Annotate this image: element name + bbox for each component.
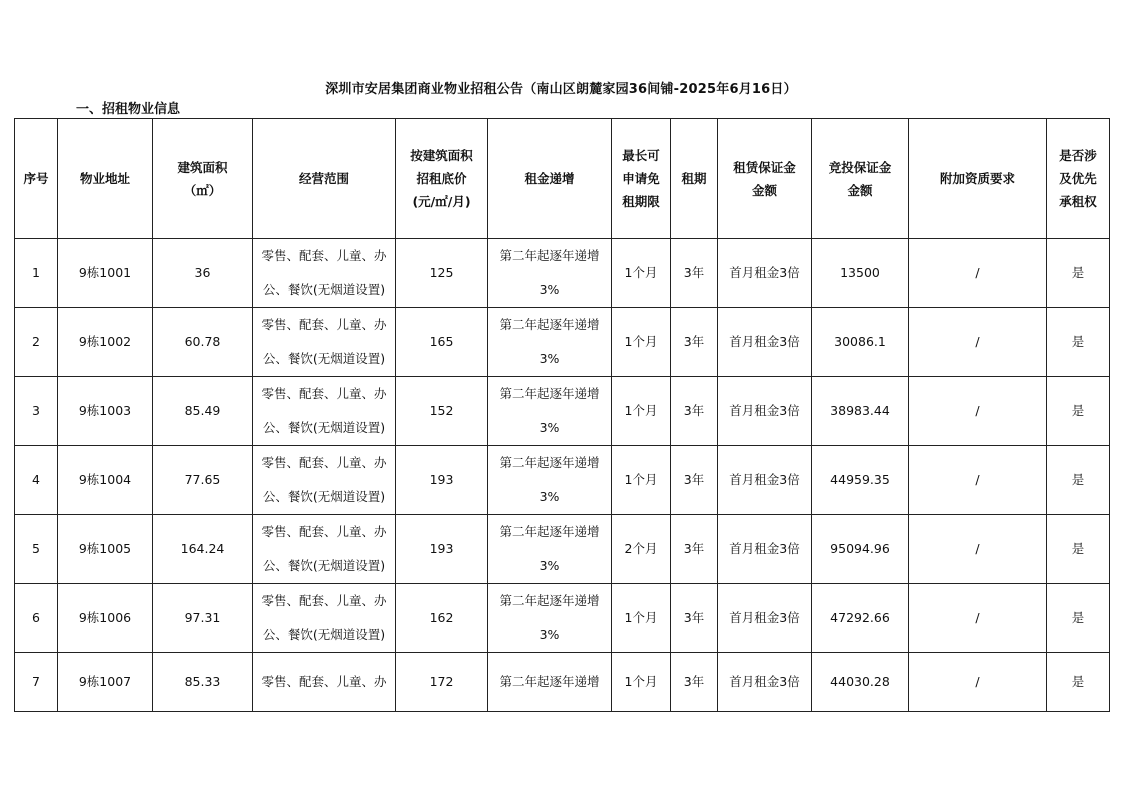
cell-increase bbox=[488, 584, 612, 653]
table-row bbox=[15, 377, 1110, 446]
cell-priority: 是 bbox=[1047, 377, 1110, 446]
cell-lease-deposit: 首月租金3倍 bbox=[718, 239, 812, 308]
table-body bbox=[15, 239, 1110, 712]
cell-free-period: 1个月 bbox=[612, 377, 671, 446]
cell-bid-deposit: 38983.44 bbox=[812, 377, 909, 446]
header-free-period bbox=[612, 119, 671, 239]
cell-scope bbox=[253, 515, 396, 584]
cell-term: 3年 bbox=[671, 239, 718, 308]
header-line: 金额 bbox=[751, 182, 777, 198]
header-line: 附加资质要求 bbox=[939, 171, 1015, 186]
cell-bid-deposit: 95094.96 bbox=[812, 515, 909, 584]
cell-increase-line: 3% bbox=[539, 282, 560, 297]
cell-area: 164.24 bbox=[153, 515, 253, 584]
cell-qualification: / bbox=[909, 377, 1047, 446]
cell-increase bbox=[488, 515, 612, 584]
header-line: 租期限 bbox=[622, 194, 660, 209]
cell-lease-deposit: 首月租金3倍 bbox=[718, 653, 812, 712]
cell-address: 9栋1001 bbox=[58, 239, 153, 308]
table-header-row bbox=[15, 119, 1110, 239]
cell-term: 3年 bbox=[671, 584, 718, 653]
cell-free-period: 1个月 bbox=[612, 584, 671, 653]
cell-scope-line: 公、餐饮(无烟道设置) bbox=[262, 558, 386, 573]
cell-increase bbox=[488, 446, 612, 515]
cell-bid-deposit: 13500 bbox=[812, 239, 909, 308]
cell-term: 3年 bbox=[671, 653, 718, 712]
cell-address: 9栋1006 bbox=[58, 584, 153, 653]
cell-increase-line: 3% bbox=[539, 420, 560, 435]
cell-address: 9栋1005 bbox=[58, 515, 153, 584]
cell-area: 97.31 bbox=[153, 584, 253, 653]
table-row bbox=[15, 446, 1110, 515]
header-line: 竞投保证金 bbox=[828, 159, 892, 175]
cell-free-period: 1个月 bbox=[612, 446, 671, 515]
cell-qualification: / bbox=[909, 446, 1047, 515]
header-line: 物业地址 bbox=[79, 171, 130, 186]
header-scope bbox=[253, 119, 396, 239]
cell-scope-line: 零售、配套、儿童、办 bbox=[261, 524, 387, 539]
cell-increase bbox=[488, 239, 612, 308]
cell-scope-line: 零售、配套、儿童、办 bbox=[261, 317, 387, 332]
cell-no: 3 bbox=[15, 377, 58, 446]
cell-no: 1 bbox=[15, 239, 58, 308]
cell-increase-line: 第二年起逐年递增 bbox=[499, 386, 600, 401]
cell-address: 9栋1003 bbox=[58, 377, 153, 446]
header-line: 经营范围 bbox=[298, 171, 349, 186]
cell-base-price: 165 bbox=[396, 308, 488, 377]
cell-increase-line: 第二年起逐年递增 bbox=[499, 524, 600, 539]
cell-scope-line: 公、餐饮(无烟道设置) bbox=[262, 420, 386, 435]
header-line: 承租权 bbox=[1059, 194, 1097, 209]
cell-free-period: 1个月 bbox=[612, 308, 671, 377]
cell-lease-deposit: 首月租金3倍 bbox=[718, 308, 812, 377]
cell-scope-line: 零售、配套、儿童、办 bbox=[261, 386, 387, 401]
cell-qualification: / bbox=[909, 653, 1047, 712]
cell-scope-line: 零售、配套、儿童、办 bbox=[261, 593, 387, 608]
cell-scope-line: 零售、配套、儿童、办 bbox=[261, 248, 387, 263]
cell-increase bbox=[488, 653, 612, 712]
cell-increase-line: 第二年起逐年递增 bbox=[499, 455, 600, 470]
cell-no: 7 bbox=[15, 653, 58, 712]
header-qualification bbox=[909, 119, 1047, 239]
property-listing-table bbox=[14, 118, 1110, 712]
header-line: 租金递增 bbox=[524, 171, 575, 186]
cell-increase-line: 第二年起逐年递增 bbox=[499, 248, 600, 263]
cell-increase bbox=[488, 377, 612, 446]
cell-increase-line: 3% bbox=[539, 558, 560, 573]
cell-priority: 是 bbox=[1047, 653, 1110, 712]
cell-no: 2 bbox=[15, 308, 58, 377]
cell-base-price: 125 bbox=[396, 239, 488, 308]
cell-scope bbox=[253, 239, 396, 308]
cell-bid-deposit: 44959.35 bbox=[812, 446, 909, 515]
cell-scope-line: 公、餐饮(无烟道设置) bbox=[262, 351, 386, 366]
cell-scope bbox=[253, 377, 396, 446]
header-line: 建筑面积 bbox=[177, 159, 228, 175]
header-term bbox=[671, 119, 718, 239]
cell-scope-line: 零售、配套、儿童、办 bbox=[261, 455, 387, 470]
cell-qualification: / bbox=[909, 308, 1047, 377]
cell-address: 9栋1002 bbox=[58, 308, 153, 377]
header-bid-deposit bbox=[812, 119, 909, 239]
cell-no: 6 bbox=[15, 584, 58, 653]
cell-base-price: 193 bbox=[396, 515, 488, 584]
cell-qualification: / bbox=[909, 515, 1047, 584]
cell-lease-deposit: 首月租金3倍 bbox=[718, 377, 812, 446]
cell-scope-line: 零售、配套、儿童、办 bbox=[261, 674, 387, 689]
table-row bbox=[15, 308, 1110, 377]
header-line: （㎡） bbox=[183, 182, 222, 198]
cell-increase-line: 第二年起逐年递增 bbox=[499, 674, 600, 689]
cell-priority: 是 bbox=[1047, 584, 1110, 653]
cell-address: 9栋1004 bbox=[58, 446, 153, 515]
table-row bbox=[15, 239, 1110, 308]
header-address bbox=[58, 119, 153, 239]
cell-term: 3年 bbox=[671, 515, 718, 584]
header-area bbox=[153, 119, 253, 239]
cell-address: 9栋1007 bbox=[58, 653, 153, 712]
cell-free-period: 1个月 bbox=[612, 653, 671, 712]
header-line: 租期 bbox=[681, 171, 707, 186]
cell-base-price: 152 bbox=[396, 377, 488, 446]
cell-no: 4 bbox=[15, 446, 58, 515]
cell-lease-deposit: 首月租金3倍 bbox=[718, 584, 812, 653]
cell-increase-line: 第二年起逐年递增 bbox=[499, 593, 600, 608]
table-row bbox=[15, 515, 1110, 584]
cell-scope bbox=[253, 446, 396, 515]
cell-area: 60.78 bbox=[153, 308, 253, 377]
cell-scope bbox=[253, 584, 396, 653]
cell-area: 85.49 bbox=[153, 377, 253, 446]
cell-area: 85.33 bbox=[153, 653, 253, 712]
cell-scope-line: 公、餐饮(无烟道设置) bbox=[262, 627, 386, 642]
cell-lease-deposit: 首月租金3倍 bbox=[718, 515, 812, 584]
cell-term: 3年 bbox=[671, 446, 718, 515]
cell-bid-deposit: 47292.66 bbox=[812, 584, 909, 653]
header-line: 序号 bbox=[23, 171, 49, 186]
cell-priority: 是 bbox=[1047, 308, 1110, 377]
cell-increase-line: 第二年起逐年递增 bbox=[499, 317, 600, 332]
cell-base-price: 172 bbox=[396, 653, 488, 712]
header-priority bbox=[1047, 119, 1110, 239]
cell-priority: 是 bbox=[1047, 446, 1110, 515]
cell-bid-deposit: 30086.1 bbox=[812, 308, 909, 377]
section-heading: 一、招租物业信息 bbox=[76, 102, 181, 117]
cell-qualification: / bbox=[909, 239, 1047, 308]
cell-scope bbox=[253, 308, 396, 377]
table-row bbox=[15, 584, 1110, 653]
header-base-price bbox=[396, 119, 488, 239]
header-lease-deposit bbox=[718, 119, 812, 239]
cell-lease-deposit: 首月租金3倍 bbox=[718, 446, 812, 515]
cell-scope bbox=[253, 653, 396, 712]
cell-priority: 是 bbox=[1047, 239, 1110, 308]
cell-priority: 是 bbox=[1047, 515, 1110, 584]
header-line: 按建筑面积 bbox=[410, 148, 473, 163]
cell-increase-line: 3% bbox=[539, 489, 560, 504]
header-line: 金额 bbox=[847, 182, 873, 198]
header-line: 是否涉 bbox=[1059, 148, 1097, 163]
cell-area: 36 bbox=[153, 239, 253, 308]
header-line: 招租底价 bbox=[416, 171, 467, 186]
cell-scope-line: 公、餐饮(无烟道设置) bbox=[262, 282, 386, 297]
cell-increase bbox=[488, 308, 612, 377]
cell-scope-line: 公、餐饮(无烟道设置) bbox=[262, 489, 386, 504]
document-title: 深圳市安居集团商业物业招租公告（南山区朗麓家园36间铺-2025年6月16日） bbox=[325, 82, 797, 97]
cell-free-period: 2个月 bbox=[612, 515, 671, 584]
table-row bbox=[15, 653, 1110, 712]
cell-bid-deposit: 44030.28 bbox=[812, 653, 909, 712]
cell-increase-line: 3% bbox=[539, 627, 560, 642]
header-no bbox=[15, 119, 58, 239]
header-line: (元/㎡/月) bbox=[412, 194, 471, 209]
cell-area: 77.65 bbox=[153, 446, 253, 515]
cell-increase-line: 3% bbox=[539, 351, 560, 366]
cell-base-price: 162 bbox=[396, 584, 488, 653]
header-line: 申请免 bbox=[622, 171, 660, 186]
header-increase bbox=[488, 119, 612, 239]
cell-qualification: / bbox=[909, 584, 1047, 653]
header-line: 最长可 bbox=[622, 148, 660, 163]
cell-term: 3年 bbox=[671, 377, 718, 446]
cell-term: 3年 bbox=[671, 308, 718, 377]
cell-no: 5 bbox=[15, 515, 58, 584]
cell-free-period: 1个月 bbox=[612, 239, 671, 308]
header-line: 租赁保证金 bbox=[733, 159, 796, 175]
header-line: 及优先 bbox=[1059, 171, 1097, 186]
cell-base-price: 193 bbox=[396, 446, 488, 515]
